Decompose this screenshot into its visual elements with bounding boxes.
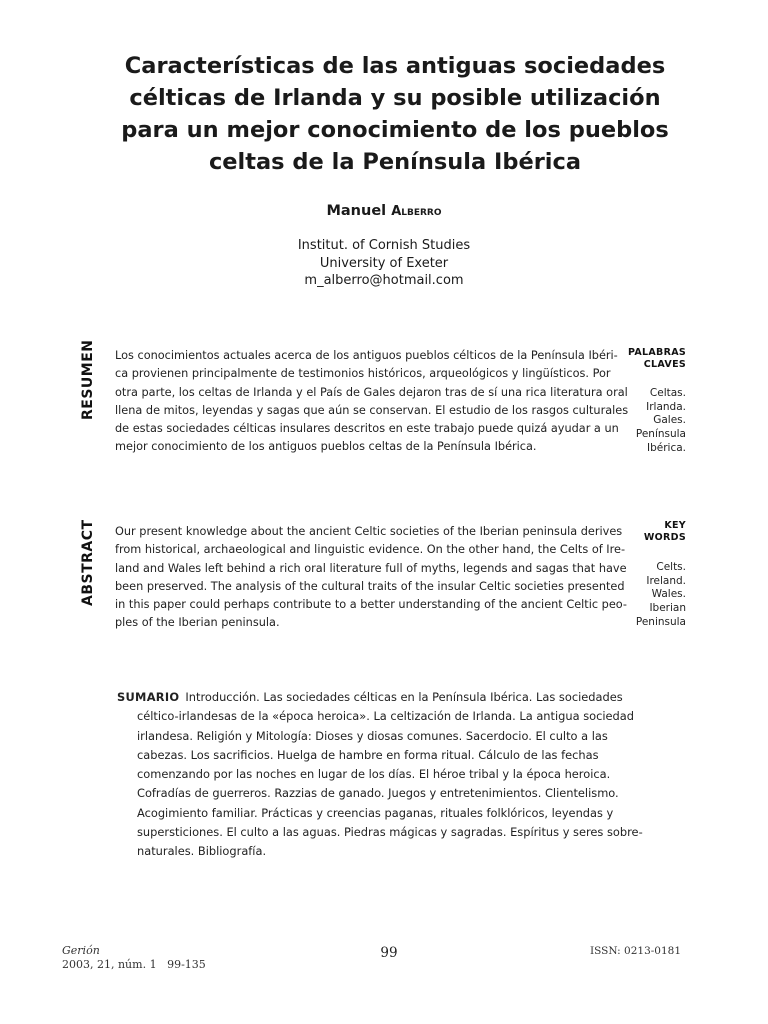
sumario-label: SUMARIO [117, 690, 180, 704]
palabras-claves-list [586, 387, 686, 456]
sumario-line: supersticiones. El culto a las aguas. Piedras mágicas y sagradas. Espíritus y seres sobre- [137, 825, 643, 840]
keyword: Ibérica. [646, 441, 686, 454]
heading-line: PALABRAS [628, 347, 686, 358]
sumario-first-line [117, 688, 623, 707]
sumario-line: Acogimiento familiar. Prácticas y creencias paganas, rituales folklóricos, leyendas y [137, 805, 614, 820]
author-first-name: Manuel [326, 203, 387, 219]
abstract-line: from historical, archaeological and linguistic evidence. On the other hand, the Celts of Ire- [115, 543, 626, 557]
keyword: Gales. [653, 414, 686, 427]
author-last-name: Alberro [391, 204, 442, 219]
sumario-line: irlandesa. Religión y Mitología: Dioses y diosas comunes. Sacerdocio. El culto a las [137, 728, 608, 743]
article-title [70, 50, 720, 178]
keyword: Wales. [651, 588, 686, 601]
author-email: m_alberro@hotmail.com [304, 273, 464, 288]
keyword: Ireland. [646, 574, 686, 587]
sumario-line: naturales. Bibliografía. [137, 844, 267, 859]
resumen-line: de estas sociedades célticas insulares descritos en este trabajo puede quizá ayudar a un [115, 422, 619, 436]
sumario-line: Cofradías de guerreros. Razzias de ganado. Juegos y entretenimientos. Clientelismo. [137, 786, 619, 801]
sumario-line: céltico-irlandesas de la «época heroica». La celtización de Irlanda. La antigua sociedad [137, 709, 634, 724]
key-words-list [586, 561, 686, 630]
author-name [0, 203, 768, 219]
page-number: 99 [380, 945, 398, 961]
resumen-line: llena de mitos, leyendas y sagas que aún se conservan. El estudio de los rasgos culturales [115, 403, 629, 417]
affiliation-university: University of Exeter [319, 255, 449, 271]
heading-line: CLAVES [643, 359, 686, 370]
abstract-line: ples of the Iberian peninsula. [115, 616, 280, 630]
abstract-line: been preserved. The analysis of the cultural traits of the insular Celtic societies presented [115, 579, 625, 593]
sumario-line: comenzando por las noches en lugar de los días. El héroe tribal y la época heroica. [137, 767, 611, 782]
title-line: para un mejor conocimiento de los pueblos [121, 117, 669, 143]
keyword: Peninsula [635, 615, 686, 628]
resumen-line: Los conocimientos actuales acerca de los antiguos pueblos célticos de la Península Ibéri- [115, 349, 618, 362]
title-line: Características de las antiguas sociedades [124, 53, 666, 79]
author-affiliation [0, 237, 768, 290]
keyword: Iberian [649, 602, 686, 615]
title-line: célticas de Irlanda y su posible utilización [129, 85, 661, 111]
keyword: Celtas. [649, 387, 686, 399]
issue-number: 2003, 21, núm. 1 [62, 958, 157, 971]
abstract-line: Our present knowledge about the ancient Celtic societies of the Iberian peninsula derives [115, 525, 623, 538]
key-words-heading [586, 520, 686, 544]
title-line: celtas de la Península Ibérica [208, 149, 582, 175]
abstract-line: land and Wales left behind a rich oral literature full of myths, legends and sagas that have [115, 561, 627, 575]
journal-name: Gerión [62, 944, 100, 957]
keyword: Irlanda. [646, 400, 686, 413]
resumen-text [115, 347, 629, 457]
resumen-label: RESUMEN [80, 339, 96, 420]
palabras-claves-heading [586, 347, 686, 371]
sumario-section [117, 688, 643, 862]
abstract-text [115, 523, 627, 633]
heading-line: WORDS [643, 532, 686, 543]
resumen-line: ca provienen principalmente de testimonios históricos, arqueológicos y lingüísticos. Por [115, 367, 611, 381]
keyword: Península [635, 428, 686, 441]
sumario-line: cabezas. Los sacrificios. Huelga de hambre en forma ritual. Cálculo de las fechas [137, 747, 599, 762]
heading-line: KEY [664, 520, 686, 531]
abstract-label: ABSTRACT [80, 519, 96, 606]
keyword: Celts. [656, 561, 686, 573]
abstract-line: in this paper could perhaps contribute to a better understanding of the ancient Celtic peo- [115, 598, 627, 612]
issn: ISSN: 0213-0181 [590, 945, 682, 957]
sumario-line: Introducción. Las sociedades célticas en la Península Ibérica. Las sociedades [185, 690, 623, 704]
affiliation-institute: Institut. of Cornish Studies [297, 238, 471, 253]
page-range: 99-135 [167, 958, 206, 971]
resumen-line: mejor conocimiento de los antiguos pueblos celtas de la Península Ibérica. [115, 440, 537, 454]
resumen-line: otra parte, los celtas de Irlanda y el País de Gales dejaron tras de sí una rica literatura oral [115, 385, 628, 399]
